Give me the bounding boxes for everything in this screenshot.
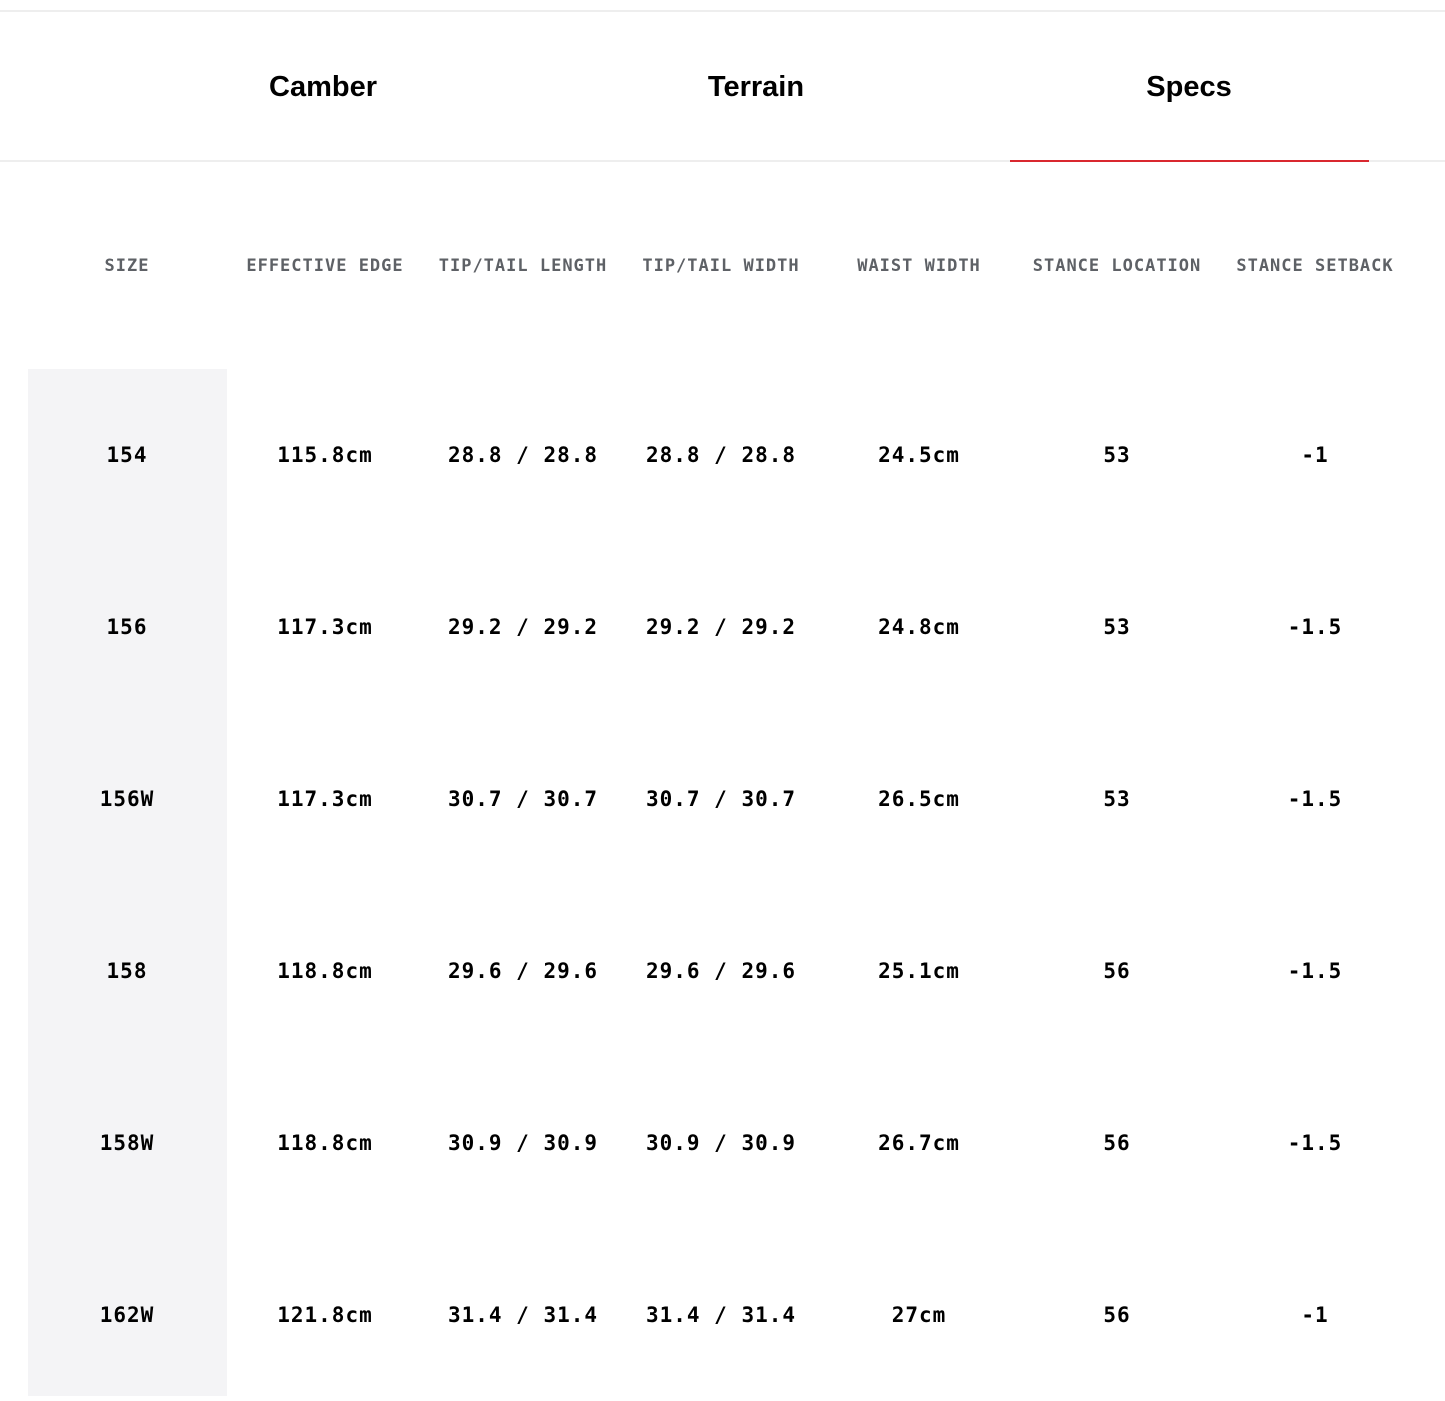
cell-stance-location: 56: [1103, 1131, 1131, 1155]
header-stance-location: STANCE LOCATION: [1032, 256, 1202, 276]
cell-tip-tail-length: 29.2 / 29.2: [447, 615, 599, 639]
cell-effective-edge: 117.3cm: [277, 787, 373, 811]
cell-effective-edge: 117.3cm: [277, 615, 373, 639]
header-waist-width: WAIST WIDTH: [857, 256, 981, 276]
header-tip-tail-width: TIP/TAIL WIDTH: [642, 256, 800, 276]
cell-waist-width: 24.8cm: [878, 615, 960, 639]
cell-stance-setback: -1.5: [1287, 959, 1343, 983]
cell-size: 156: [106, 615, 148, 639]
cell-size: 154: [106, 443, 148, 467]
cell-stance-setback: -1.5: [1287, 615, 1343, 639]
cell-size: 156W: [99, 787, 155, 811]
cell-waist-width: 25.1cm: [878, 959, 960, 983]
cell-stance-location: 53: [1103, 615, 1131, 639]
cell-effective-edge: 118.8cm: [277, 1131, 373, 1155]
table-header-row: [28, 250, 1417, 282]
cell-stance-location: 53: [1103, 787, 1131, 811]
table-row: [28, 541, 1417, 713]
header-size: SIZE: [104, 256, 150, 276]
cell-tip-tail-width: 31.4 / 31.4: [645, 1303, 797, 1327]
cell-size: 158: [106, 959, 148, 983]
table-row: [28, 1229, 1417, 1401]
cell-stance-location: 53: [1103, 443, 1131, 467]
cell-waist-width: 24.5cm: [878, 443, 960, 467]
cell-stance-setback: -1: [1301, 1303, 1329, 1327]
tab-camber[interactable]: Camber: [269, 70, 377, 103]
cell-stance-setback: -1.5: [1287, 787, 1343, 811]
cell-tip-tail-length: 29.6 / 29.6: [447, 959, 599, 983]
cell-tip-tail-length: 28.8 / 28.8: [447, 443, 599, 467]
tab-specs[interactable]: Specs: [1146, 70, 1232, 103]
cell-waist-width: 26.7cm: [878, 1131, 960, 1155]
cell-tip-tail-width: 29.6 / 29.6: [645, 959, 797, 983]
cell-stance-setback: -1.5: [1287, 1131, 1343, 1155]
cell-tip-tail-width: 30.7 / 30.7: [645, 787, 797, 811]
cell-waist-width: 26.5cm: [878, 787, 960, 811]
cell-tip-tail-width: 30.9 / 30.9: [645, 1131, 797, 1155]
tab-bar: [0, 12, 1445, 162]
cell-stance-location: 56: [1103, 959, 1131, 983]
cell-size: 162W: [99, 1303, 155, 1327]
cell-waist-width: 27cm: [891, 1303, 947, 1327]
header-effective-edge: EFFECTIVE EDGE: [246, 256, 404, 276]
cell-tip-tail-length: 30.7 / 30.7: [447, 787, 599, 811]
cell-stance-setback: -1: [1301, 443, 1329, 467]
tab-terrain[interactable]: Terrain: [707, 70, 805, 103]
cell-effective-edge: 118.8cm: [277, 959, 373, 983]
active-tab-indicator: [1010, 160, 1369, 162]
cell-tip-tail-length: 30.9 / 30.9: [447, 1131, 599, 1155]
cell-tip-tail-width: 28.8 / 28.8: [645, 443, 797, 467]
table-row: [28, 1057, 1417, 1229]
table-row: [28, 713, 1417, 885]
cell-effective-edge: 115.8cm: [277, 443, 373, 467]
cell-effective-edge: 121.8cm: [277, 1303, 373, 1327]
cell-tip-tail-length: 31.4 / 31.4: [447, 1303, 599, 1327]
header-stance-setback: STANCE SETBACK: [1236, 256, 1394, 276]
cell-tip-tail-width: 29.2 / 29.2: [645, 615, 797, 639]
table-row: [28, 369, 1417, 541]
header-tip-tail-length: TIP/TAIL LENGTH: [438, 256, 608, 276]
cell-size: 158W: [99, 1131, 155, 1155]
table-row: [28, 885, 1417, 1057]
cell-stance-location: 56: [1103, 1303, 1131, 1327]
